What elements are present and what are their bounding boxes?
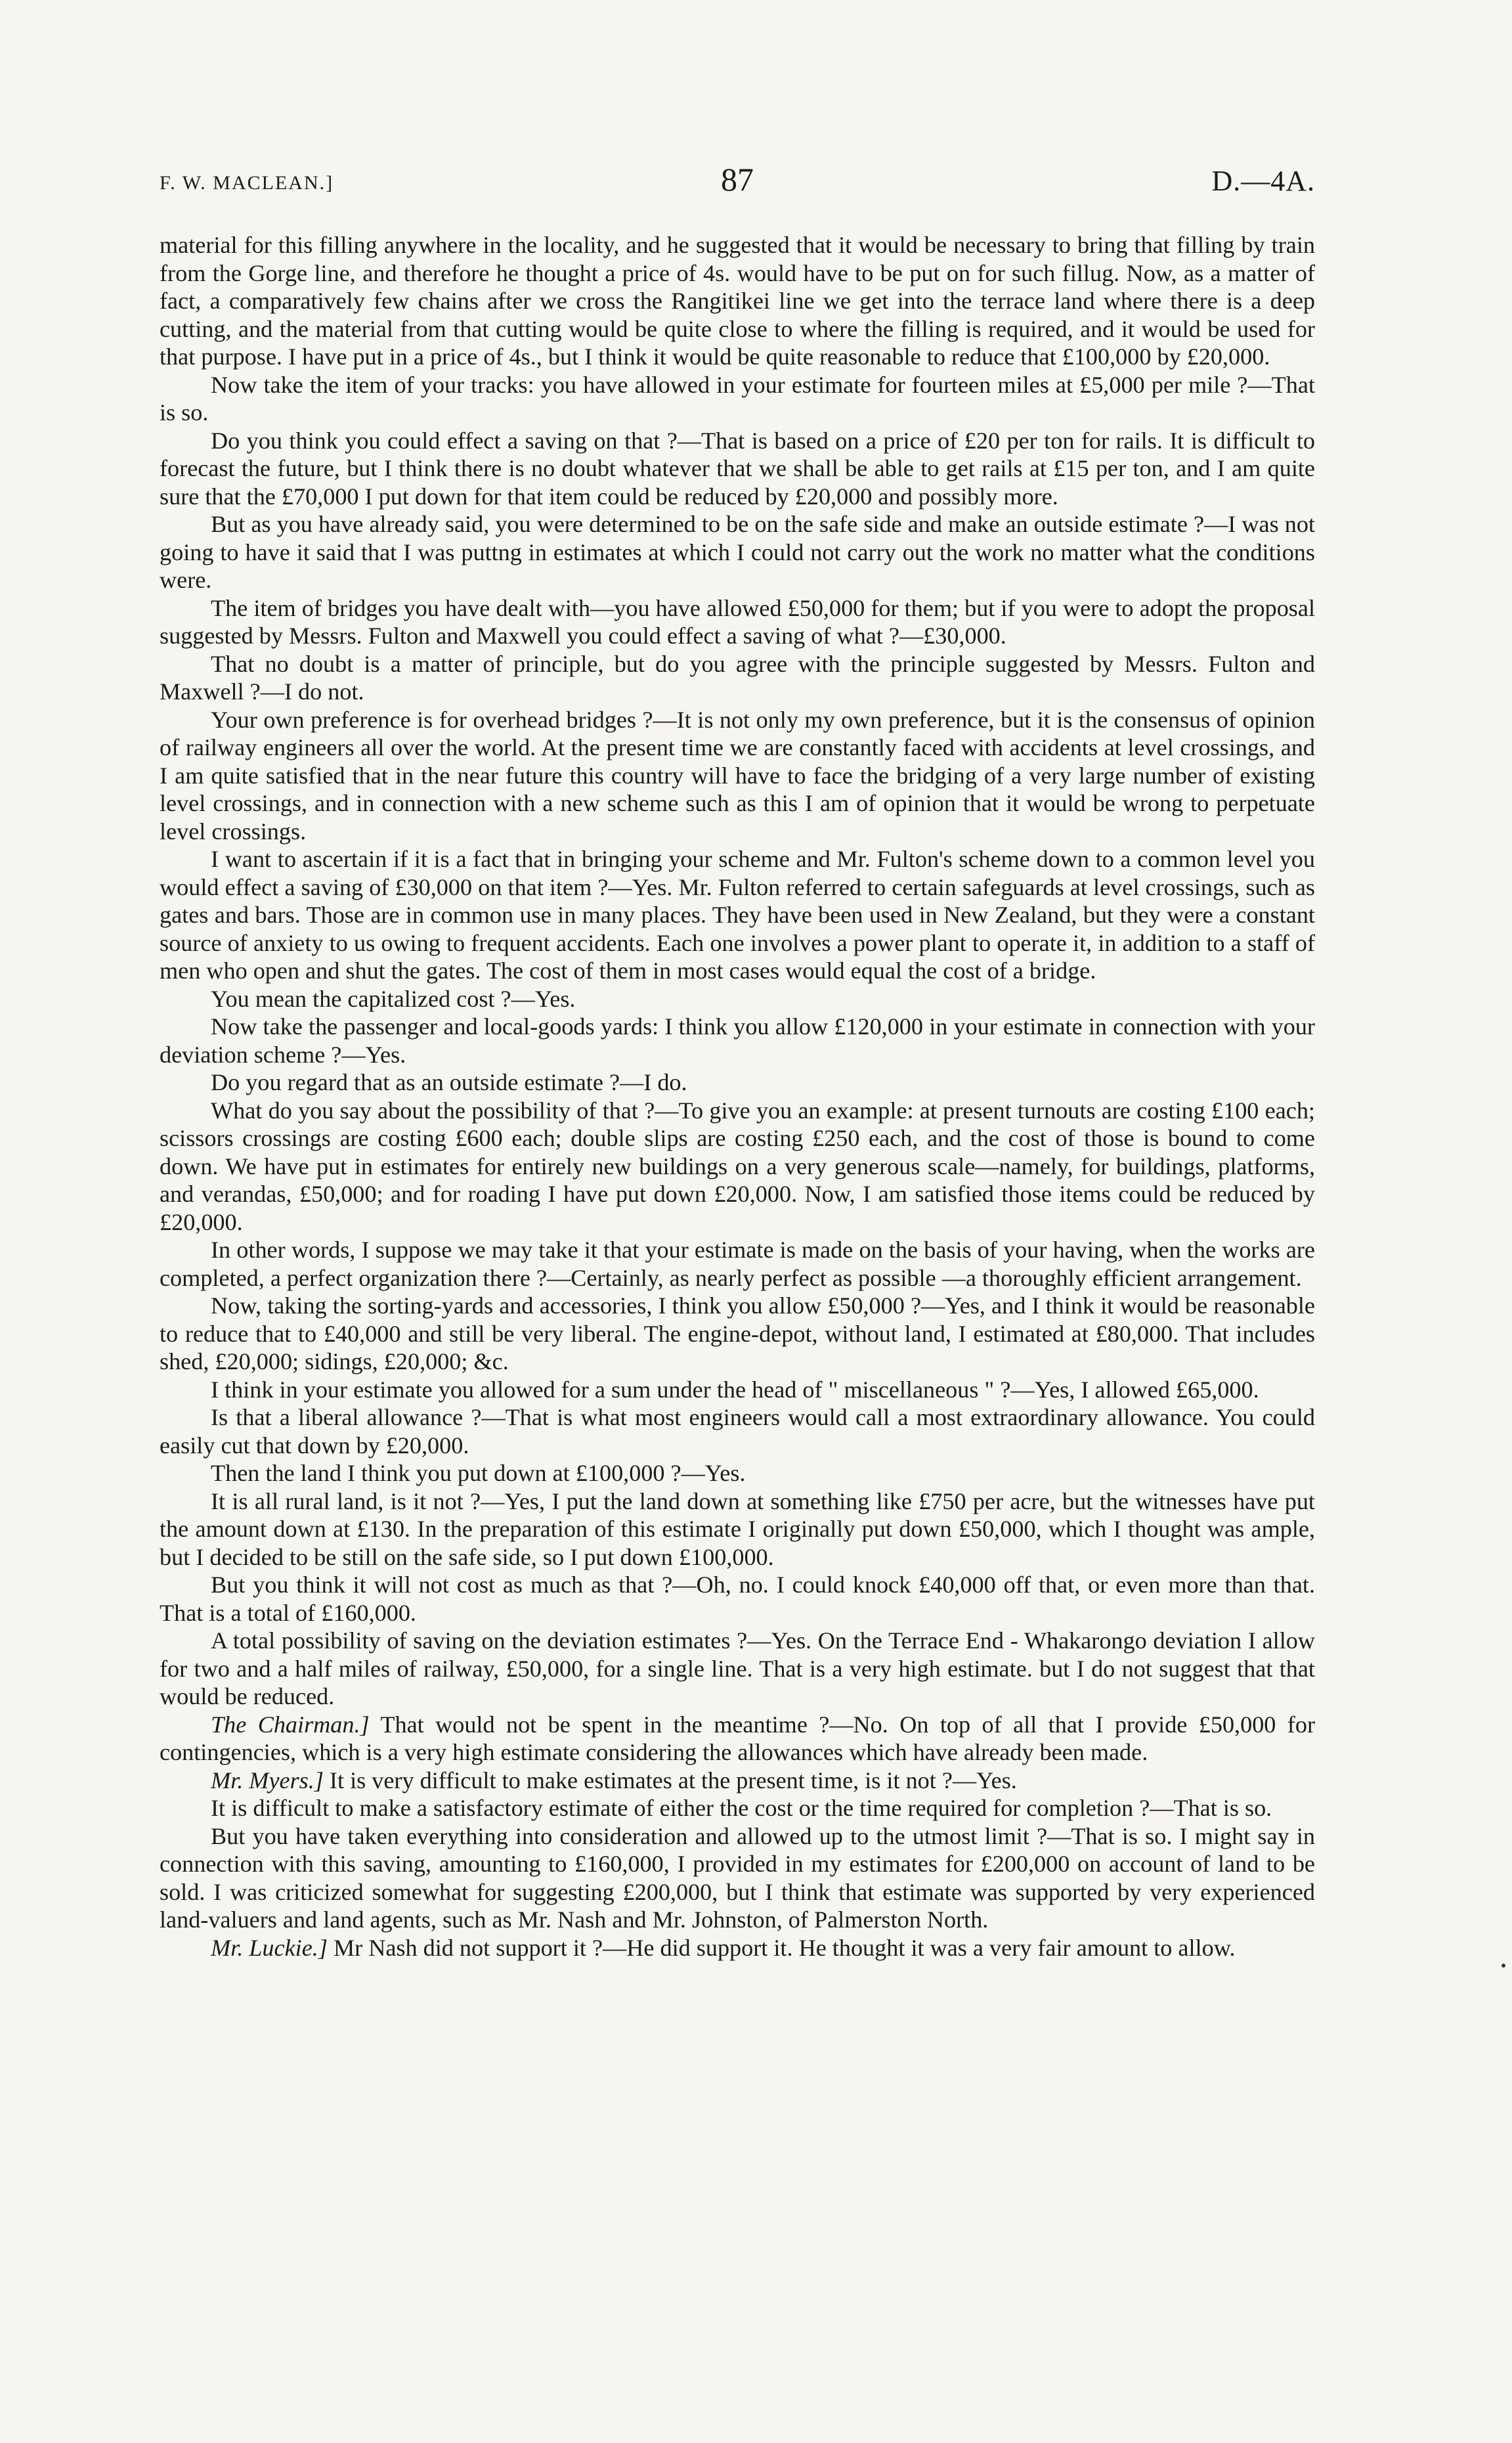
paragraph: It is all rural land, is it not ?—Yes, I put the land down at something like £750 per acre, but the witnesses have put the amount down at £130. In the preparation of this estimate I originally put down £50,000, which I thought was ample, but I decided to be still on the safe side, so I put down £100,000. — [160, 1487, 1315, 1570]
paragraph: What do you say about the possibility of that ?—To give you an example: at present turnouts are costing £100 each; scissors crossings are costing £600 each; double slips are costing £250 each, and the cost of those is bound to come down. We have put in estimates for entirely new buildings on a very generous scale—namely, for buildings, platforms, and verandas, £50,000; and for roading I have put down £20,000. Now, I am satisfied those items could be reduced by £20,000. — [160, 1097, 1315, 1235]
paragraph: But you think it will not cost as much as that ?—Oh, no. I could knock £40,000 off that, or even more than that. That is a total of £160,000. — [160, 1572, 1315, 1626]
paragraph: A total possibility of saving on the deviation estimates ?—Yes. On the Terrace End - Whakarongo deviation I allow for two and a half miles of railway, £50,000, for a single line. That is a very high estimate. but I do not suggest that that would be reduced. — [160, 1627, 1315, 1709]
paragraph: But as you have already said, you were determined to be on the safe side and make an outside estimate ?—I was not going to have it said that I was puttng in estimates at which I could not carry out the work no matter what the conditions were. — [160, 511, 1315, 593]
paragraph: Do you think you could effect a saving on that ?—That is based on a price of £20 per ton for rails. It is difficult to forecast the future, but I think there is no doubt whatever that we shall be able to get rails at £15 per ton, and I am quite sure that the £70,000 I put down for that item could be reduced by £20,000 and possibly more. — [160, 427, 1315, 510]
paragraph: Do you regard that as an outside estimate ?—I do. — [211, 1069, 687, 1095]
paragraph: Now take the item of your tracks: you have allowed in your estimate for fourteen miles at £5,000 per mile ?—That is so. — [160, 371, 1315, 426]
paragraph: That no doubt is a matter of principle, but do you agree with the principle suggested by Messrs. Fulton and Maxwell ?—I do not. — [160, 650, 1315, 705]
paragraph: The Chairman.] That would not be spent in the meantime ?—No. On top of all that I provide £50,000 for contingencies, which is a very high estimate considering the allowances which have already been made. — [160, 1711, 1315, 1765]
paragraph: You mean the capitalized cost ?—Yes. — [211, 985, 576, 1012]
body-text — [160, 231, 1315, 1962]
paragraph: The item of bridges you have dealt with—you have allowed £50,000 for them; but if you were to adopt the proposal suggested by Messrs. Fulton and Maxwell you could effect a saving of what ?—£30,000. — [160, 594, 1315, 649]
margin-mark — [1501, 1964, 1505, 1968]
paragraph: Now, taking the sorting-yards and accessories, I think you allow £50,000 ?—Yes, and I think it would be reasonable to reduce that to £40,000 and still be very liberal. The engine-depot, without land, I estimated at £80,000. That includes shed, £20,000; sidings, £20,000; &c. — [160, 1292, 1315, 1375]
paragraph: I think in your estimate you allowed for a sum under the head of " miscellaneous " ?—Yes, I allowed £65,000. — [211, 1376, 1259, 1403]
paragraph: In other words, I suppose we may take it that your estimate is made on the basis of your having, when the works are completed, a perfect organization there ?—Certainly, as nearly perfect as possible —a thoroughly efficient arrangement. — [160, 1237, 1315, 1291]
paragraph: Is that a liberal allowance ?—That is what most engineers would call a most extraordinary allowance. You could easily cut that down by £20,000. — [160, 1404, 1315, 1459]
paragraph: Mr. Luckie.] Mr Nash did not support it ?—He did support it. He thought it was a very fair amount to allow. — [211, 1934, 1236, 1961]
speaker-label: Mr. Luckie.] — [211, 1934, 328, 1961]
paragraph: I want to ascertain if it is a fact that in bringing your scheme and Mr. Fulton's scheme down to a common level you would effect a saving of £30,000 on that item ?—Yes. Mr. Fulton referred to certain safeguards at level crossings, such as gates and bars. Those are in common use in many places. They have been used in New Zealand, but they were a constant source of anxiety to us owing to frequent accidents. Each one involves a power plant to operate it, in addition to a staff of men who open and shut the gates. The cost of them in most cases would equal the cost of a bridge. — [160, 846, 1315, 984]
page-header — [160, 158, 1315, 210]
document-reference: D.—4A. — [1211, 165, 1315, 197]
paragraph: It is difficult to make a satisfactory estimate of either the cost or the time required for completion ?—That is so. — [211, 1795, 1272, 1821]
header-witness-name: F. W. MACLEAN.] — [160, 172, 334, 194]
paragraph: material for this filling anywhere in the locality, and he suggested that it would be necessary to bring that filling by train from the Gorge line, and therefore he thought a price of 4s. would have to be put on for such fillug. Now, as a matter of fact, a comparatively few chains after we cross the Rangitikei line we get into the terrace land where there is a deep cutting, and the material from that cutting would be quite close to where the filling is required, and it would be used for that purpose. I have put in a price of 4s., but I think it would be quite reasonable to reduce that £100,000 by £20,000. — [160, 232, 1315, 370]
paragraph: Your own preference is for overhead bridges ?—It is not only my own preference, but it is the consensus of opinion of railway engineers all over the world. At the present time we are constantly faced with accidents at level crossings, and I am quite satisfied that in the near future this country will have to face the bridging of a very large number of existing level crossings, and in connection with a new scheme such as this I am of opinion that it would be wrong to perpetuate level crossings. — [160, 706, 1315, 845]
paragraph: Now take the passenger and local-goods yards: I think you allow £120,000 in your estimate in connection with your deviation scheme ?—Yes. — [160, 1013, 1315, 1068]
speaker-label: Mr. Myers.] — [211, 1767, 324, 1794]
paragraph: But you have taken everything into consideration and allowed up to the utmost limit ?—That is so. I might say in connection with this saving, amounting to £160,000, I provided in my estimates for £200,000 on account of land to be sold. I was criticized somewhat for suggesting £200,000, but I think that estimate was supported by very experienced land-valuers and land agents, such as Mr. Nash and Mr. Johnston, of Palmerston North. — [160, 1822, 1315, 1933]
paragraph: Then the land I think you put down at £100,000 ?—Yes. — [211, 1460, 746, 1486]
paragraph: Mr. Myers.] It is very difficult to make estimates at the present time, is it not ?—Yes. — [211, 1767, 1017, 1794]
page-number: 87 — [721, 161, 754, 198]
speaker-label: The Chairman.] — [211, 1711, 370, 1738]
